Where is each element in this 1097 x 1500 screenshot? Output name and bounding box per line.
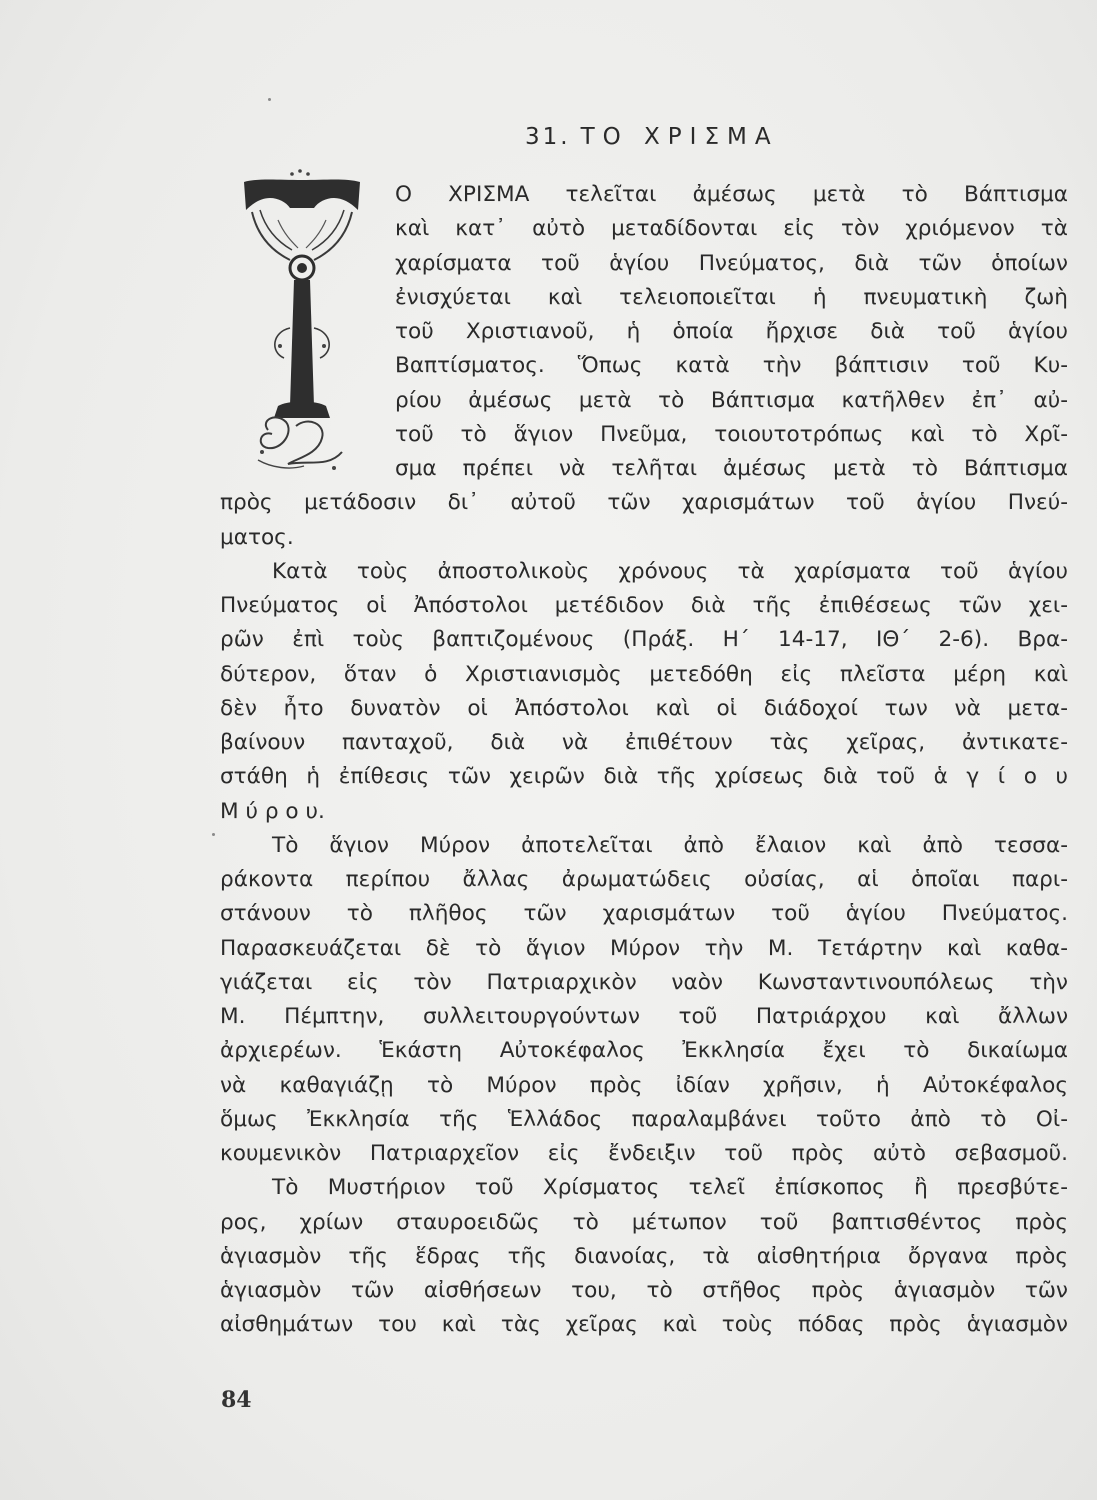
text-line: Παρασκευάζεται δὲ τὸ ἅγιον Μύρον τὴν Μ. Τετάρτην καὶ καθα-	[220, 935, 1068, 961]
text-line: ἐνισχύεται καὶ τελειοποιεῖται ἡ πνευματικὴ ζωὴ	[395, 284, 1068, 310]
chapter-number: 31.	[525, 124, 571, 150]
text-line: νὰ καθαγιάζῃ τὸ Μύρον πρὸς ἰδίαν χρῆσιν, ἡ Αὐτοκέφαλος	[220, 1072, 1068, 1098]
chapter-title: ΤΟ ΧΡΙΣΜΑ	[580, 124, 779, 150]
text-line: Μ. Πέμπτην, συλλειτουργούντων τοῦ Πατριάρχου καὶ ἄλλων	[220, 1004, 1068, 1029]
body-text	[220, 178, 1068, 1343]
text-line: τοῦ Χριστιανοῦ, ἡ ὁποία ἤρχισε διὰ τοῦ ἁγίου	[395, 319, 1068, 344]
text-line: χαρίσματα τοῦ ἁγίου Πνεύματος, διὰ τῶν ὁποίων	[395, 250, 1068, 276]
text-line: ρος, χρίων σταυροειδῶς τὸ μέτωπον τοῦ βαπτισθέντος πρὸς	[220, 1209, 1068, 1235]
paper-speck	[212, 833, 215, 836]
text-line: κουμενικὸν Πατριαρχεῖον εἰς ἔνδειξιν τοῦ πρὸς αὐτὸ σεβασμοῦ.	[220, 1141, 1068, 1166]
text-line: δὲν ἦτο δυνατὸν οἱ Ἀπόστολοι καὶ οἱ διάδοχοί των νὰ μετα-	[220, 695, 1068, 721]
text-line: ματος.	[220, 524, 294, 550]
text-line: Τὸ ἅγιον Μύρον ἀποτελεῖται ἀπὸ ἔλαιον καὶ ἀπὸ τεσσα-	[272, 832, 1068, 858]
text-line: στάθη ἡ ἐπίθεσις τῶν χειρῶν διὰ τῆς χρίσεως διὰ τοῦ ἁ γ ί ο υ	[220, 764, 1068, 790]
text-line: Βαπτίσματος. Ὅπως κατὰ τὴν βάπτισιν τοῦ Κυ-	[395, 353, 1068, 379]
text-line: ἀρχιερέων. Ἑκάστη Αὐτοκέφαλος Ἐκκλησία ἔχει τὸ δικαίωμα	[220, 1038, 1068, 1064]
text-line: πρὸς μετάδοσιν δι᾽ αὐτοῦ τῶν χαρισμάτων τοῦ ἁγίου Πνεύ-	[220, 490, 1068, 516]
text-line: δύτερον, ὅταν ὁ Χριστιανισμὸς μετεδόθη εἰς πλεῖστα μέρη καὶ	[220, 661, 1068, 687]
text-line: γιάζεται εἰς τὸν Πατριαρχικὸν ναὸν Κωνσταντινουπόλεως τὴν	[220, 969, 1068, 995]
text-line: ἁγιασμὸν τῆς ἕδρας τῆς διανοίας, τὰ αἰσθητήρια ὄργανα πρὸς	[220, 1243, 1068, 1269]
text-line: ρίου ἀμέσως μετὰ τὸ Βάπτισμα κατῆλθεν ἐπ᾽ αὐ-	[395, 387, 1068, 413]
text-line: σμα πρέπει νὰ τελῆται ἀμέσως μετὰ τὸ Βάπτισμα	[395, 456, 1068, 481]
text-line: ρῶν ἐπὶ τοὺς βαπτιζομένους (Πράξ. Η΄ 14-17, ΙΘ΄ 2-6). Βρα-	[220, 627, 1068, 653]
text-line: ἁγιασμὸν τῶν αἰσθήσεων του, τὸ στῆθος πρὸς ἁγιασμὸν τῶν	[220, 1278, 1068, 1303]
text-line: βαίνουν πανταχοῦ, διὰ νὰ ἐπιθέτουν τὰς χεῖρας, ἀντικατε-	[220, 730, 1068, 755]
paper-speck	[268, 98, 271, 101]
text-line: Πνεύματος οἱ Ἀπόστολοι μετέδιδον διὰ τῆς ἐπιθέσεως τῶν χει-	[220, 593, 1068, 618]
text-line: Κατὰ τοὺς ἀποστολικοὺς χρόνους τὰ χαρίσματα τοῦ ἁγίου	[272, 558, 1068, 584]
text-line: στάνουν τὸ πλῆθος τῶν χαρισμάτων τοῦ ἁγίου Πνεύματος.	[220, 901, 1068, 927]
text-line: ράκοντα περίπου ἄλλας ἀρωματώδεις οὐσίας, αἱ ὁποῖαι παρι-	[220, 867, 1068, 892]
text-line: ὅμως Ἐκκλησία τῆς Ἑλλάδος παραλαμβάνει τοῦτο ἀπὸ τὸ Οἰ-	[220, 1106, 1068, 1132]
text-line: Ο ΧΡΙΣΜΑ τελεῖται ἀμέσως μετὰ τὸ Βάπτισμα	[395, 182, 1068, 207]
text-line: καὶ κατ᾽ αὐτὸ μεταδίδονται εἰς τὸν χριόμενον τὰ	[395, 216, 1068, 242]
chapter-heading	[525, 124, 779, 150]
text-line: Τὸ Μυστήριον τοῦ Χρίσματος τελεῖ ἐπίσκοπος ἢ πρεσβύτε-	[272, 1175, 1068, 1201]
text-line: Μ ύ ρ ο υ.	[220, 798, 325, 824]
text-line: τοῦ τὸ ἅγιον Πνεῦμα, τοιουτοτρόπως καὶ τὸ Χρῖ-	[395, 421, 1068, 447]
text-line: αἰσθημάτων του καὶ τὰς χεῖρας καὶ τοὺς πόδας πρὸς ἁγιασμὸν	[220, 1312, 1068, 1338]
page-number: 84	[221, 1387, 252, 1413]
